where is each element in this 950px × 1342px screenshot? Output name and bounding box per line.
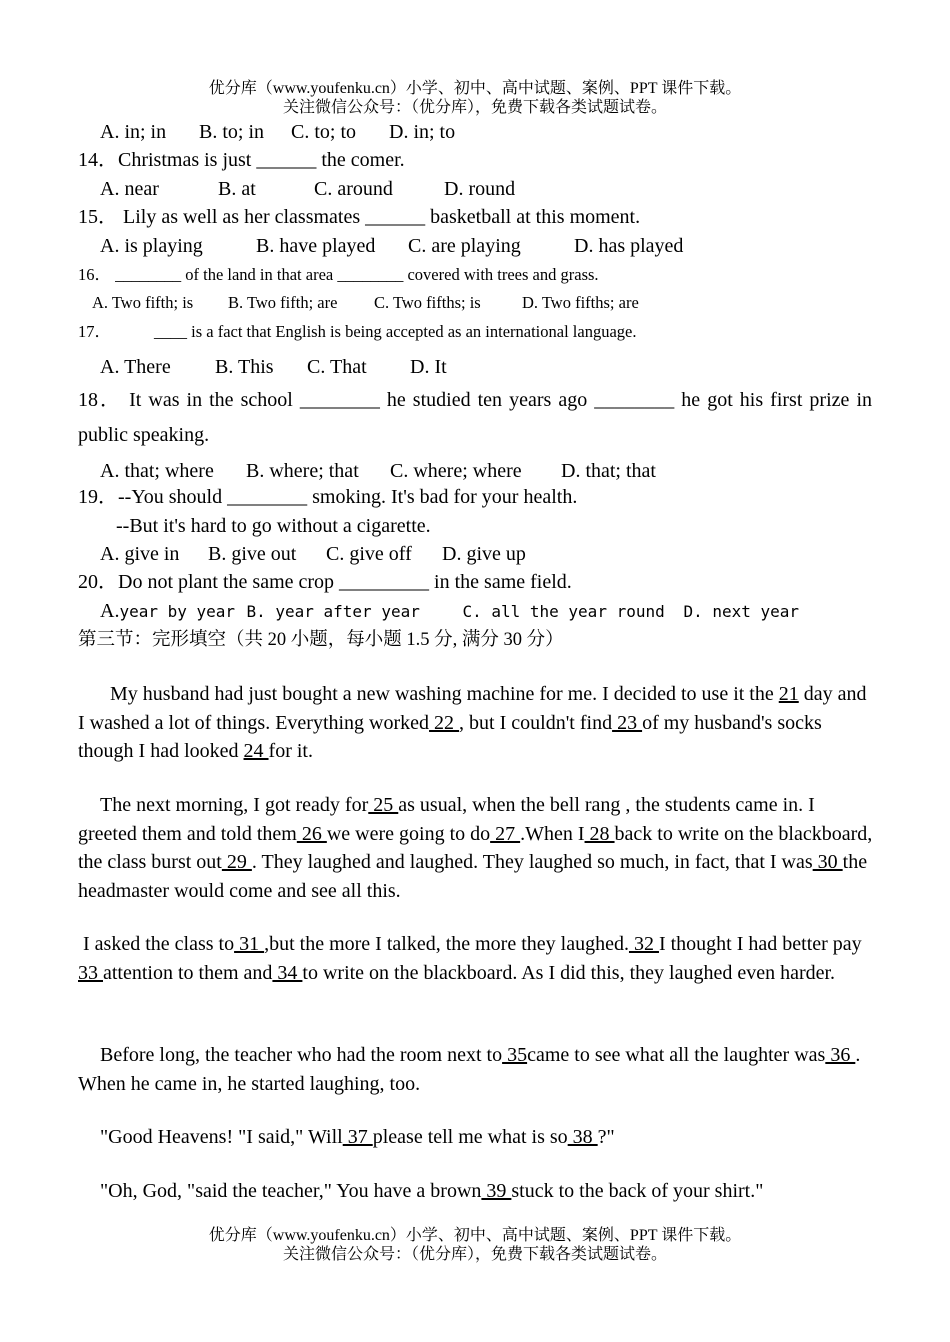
passage-text: day and I washed a lot of things. Everything worked [78, 683, 867, 734]
footer-line-1: 优分库（www.youfenku.cn）小学、初中、高中试题、案例、PPT 课件下载。 [208, 1227, 742, 1244]
blank-29: 29 [221, 851, 252, 873]
q16-option-b: B. Two fifth; are [228, 293, 338, 312]
q19-stem: 19．--You should ________ smoking. It's bad for your health. [78, 486, 578, 508]
passage-paragraph-6 [78, 1177, 878, 1206]
blank-32: 32 [628, 933, 659, 955]
page-header [0, 79, 950, 117]
q18-options [100, 459, 656, 483]
q20-stem: 20．Do not plant the same crop _________ in the same field. [78, 571, 572, 593]
passage-text: . When he came in, he started laughing, too. [78, 1044, 861, 1095]
q17-option-b: B. This [215, 356, 274, 378]
q13-option-c: C. to; to [291, 121, 357, 143]
q18-option-a: A. that; where [100, 460, 214, 482]
passage-paragraph-5 [78, 1123, 878, 1152]
q19-option-b: B. give out [208, 543, 297, 565]
q13-options [100, 120, 455, 144]
q19-option-c: C. give off [326, 543, 412, 565]
q17-option-c: C. That [307, 356, 367, 378]
blank-37: 37 [342, 1126, 373, 1148]
q18-option-d: D. that; that [561, 460, 656, 482]
blank-21: 21 [778, 683, 799, 705]
passage-text: Before long, the teacher who had the room next to [100, 1044, 503, 1066]
q15-option-a: A. is playing [100, 235, 203, 257]
q14-stem: 14．Christmas is just ______ the comer. [78, 149, 405, 171]
q20-option-a-letter: A. [100, 600, 120, 622]
q19-option-a: A. give in [100, 543, 180, 565]
q18-stem: 18． It was in the school ________ he studied ten years ago ________ he got his first prize in public speaking. [78, 389, 872, 446]
page-footer [0, 1226, 950, 1264]
passage-text: back to write on the blackboard, the class burst out [78, 822, 873, 873]
passage-text: The next morning, I got ready for [100, 794, 369, 816]
blank-28: 28 [584, 822, 615, 845]
blank-34: 34 [272, 961, 303, 984]
blank-22: 22 [429, 711, 460, 734]
q14-options [100, 177, 515, 201]
q16-option-c: C. Two fifths; is [374, 293, 481, 312]
passage-text: stuck to the back of your shirt." [511, 1180, 764, 1202]
q15-options [100, 234, 683, 258]
passage-text: My husband had just bought a new washing machine for me. I decided to use it the [110, 683, 779, 705]
passage-paragraph-4 [78, 1041, 878, 1098]
blank-35: 35 [502, 1044, 528, 1066]
q18-option-b: B. where; that [246, 460, 359, 482]
blank-26: 26 [296, 822, 327, 845]
q17-options [100, 355, 447, 379]
blank-25: 25 [368, 794, 399, 816]
passage-text: came to see what all the laughter was [527, 1044, 826, 1066]
q20-options [100, 599, 799, 624]
blank-36: 36 [825, 1044, 856, 1066]
section-3-title: 第三节：完形填空（共 20 小题，每小题 1.5 分, 满分 30 分） [78, 630, 564, 650]
header-line-2: 关注微信公众号：（优分库），免费下载各类试题试卷。 [282, 99, 667, 116]
q17-option-a: A. There [100, 356, 171, 378]
q17-option-d: D. It [410, 356, 447, 378]
passage-text: please tell me what is so [372, 1126, 568, 1148]
q17-stem: ____ is a fact that English is being accepted as an international language. [154, 322, 637, 341]
blank-30: 30 [812, 851, 843, 873]
q16-options [92, 291, 639, 315]
q15-option-d: D. has played [574, 235, 684, 257]
passage-text: as usual, when the bell rang , the students came in. I greeted them and told them [78, 794, 815, 845]
q14-option-c: C. around [314, 178, 393, 200]
blank-27: 27 [490, 822, 521, 845]
q15-option-c: C. are playing [408, 235, 521, 257]
q16-option-a: A. Two fifth; is [92, 293, 194, 312]
q18-option-c: C. where; where [390, 460, 522, 482]
passage-paragraph-3 [78, 930, 878, 987]
q19-option-d: D. give up [442, 543, 526, 565]
passage-text: .When I [520, 822, 585, 845]
q14-option-d: D. round [444, 178, 516, 200]
passage-paragraph-2 [78, 791, 878, 905]
q20-option-d: D. next year [683, 602, 800, 621]
passage-text: , but I couldn't find [459, 711, 613, 734]
passage-text: we were going to do [326, 822, 491, 845]
passage-text: ,but the more I talked, the more they laughed. [264, 933, 629, 955]
q16-stem: 16． ________ of the land in that area ________ covered with trees and grass. [78, 265, 599, 284]
blank-39: 39 [481, 1180, 512, 1202]
q15-stem: 15． Lily as well as her classmates ______ basketball at this moment. [78, 206, 641, 228]
q16-option-d: D. Two fifths; are [522, 293, 639, 312]
q20-option-b: B. year after year [246, 602, 420, 621]
blank-31: 31 [234, 933, 265, 955]
q20-option-a: year by year [119, 602, 236, 621]
q20-option-c: C. all the year round [462, 602, 665, 621]
blank-23: 23 [612, 711, 643, 734]
passage-text: I thought I had better pay [658, 933, 862, 955]
q17-number: 17． [78, 322, 111, 341]
passage-text: attention to them and [103, 961, 273, 984]
q15-option-b: B. have played [256, 235, 376, 257]
passage-text: "Oh, God, "said the teacher," You have a brown [100, 1180, 482, 1202]
passage-text: of my husband's socks though I had looked [78, 711, 822, 762]
header-line-1: 优分库（www.youfenku.cn）小学、初中、高中试题、案例、PPT 课件下载。 [208, 80, 742, 97]
q14-option-a: A. near [100, 178, 159, 200]
blank-38: 38 [567, 1126, 598, 1148]
blank-24: 24 [243, 740, 269, 762]
q13-option-b: B. to; in [199, 121, 265, 143]
passage-text: ?" [597, 1126, 615, 1148]
passage-text: for it. [268, 740, 313, 762]
blank-33: 33 [78, 961, 103, 984]
q19-reply: --But it's hard to go without a cigarette. [116, 515, 431, 537]
q13-option-d: D. in; to [389, 121, 456, 143]
passage-paragraph-1 [78, 680, 878, 766]
passage-text: I asked the class to [83, 933, 235, 955]
q19-options [100, 542, 526, 566]
passage-text: the headmaster would come and see all this. [78, 851, 868, 902]
footer-line-2: 关注微信公众号：（优分库），免费下载各类试题试卷。 [282, 1246, 667, 1263]
q14-option-b: B. at [218, 178, 256, 200]
q13-option-a: A. in; in [100, 121, 167, 143]
passage-text: . They laughed and laughed. They laughed so much, in fact, that I was [251, 851, 813, 873]
passage-text: to write on the blackboard. As I did this, they laughed even harder. [302, 961, 836, 984]
passage-text: "Good Heavens! "I said," Will [100, 1126, 343, 1148]
